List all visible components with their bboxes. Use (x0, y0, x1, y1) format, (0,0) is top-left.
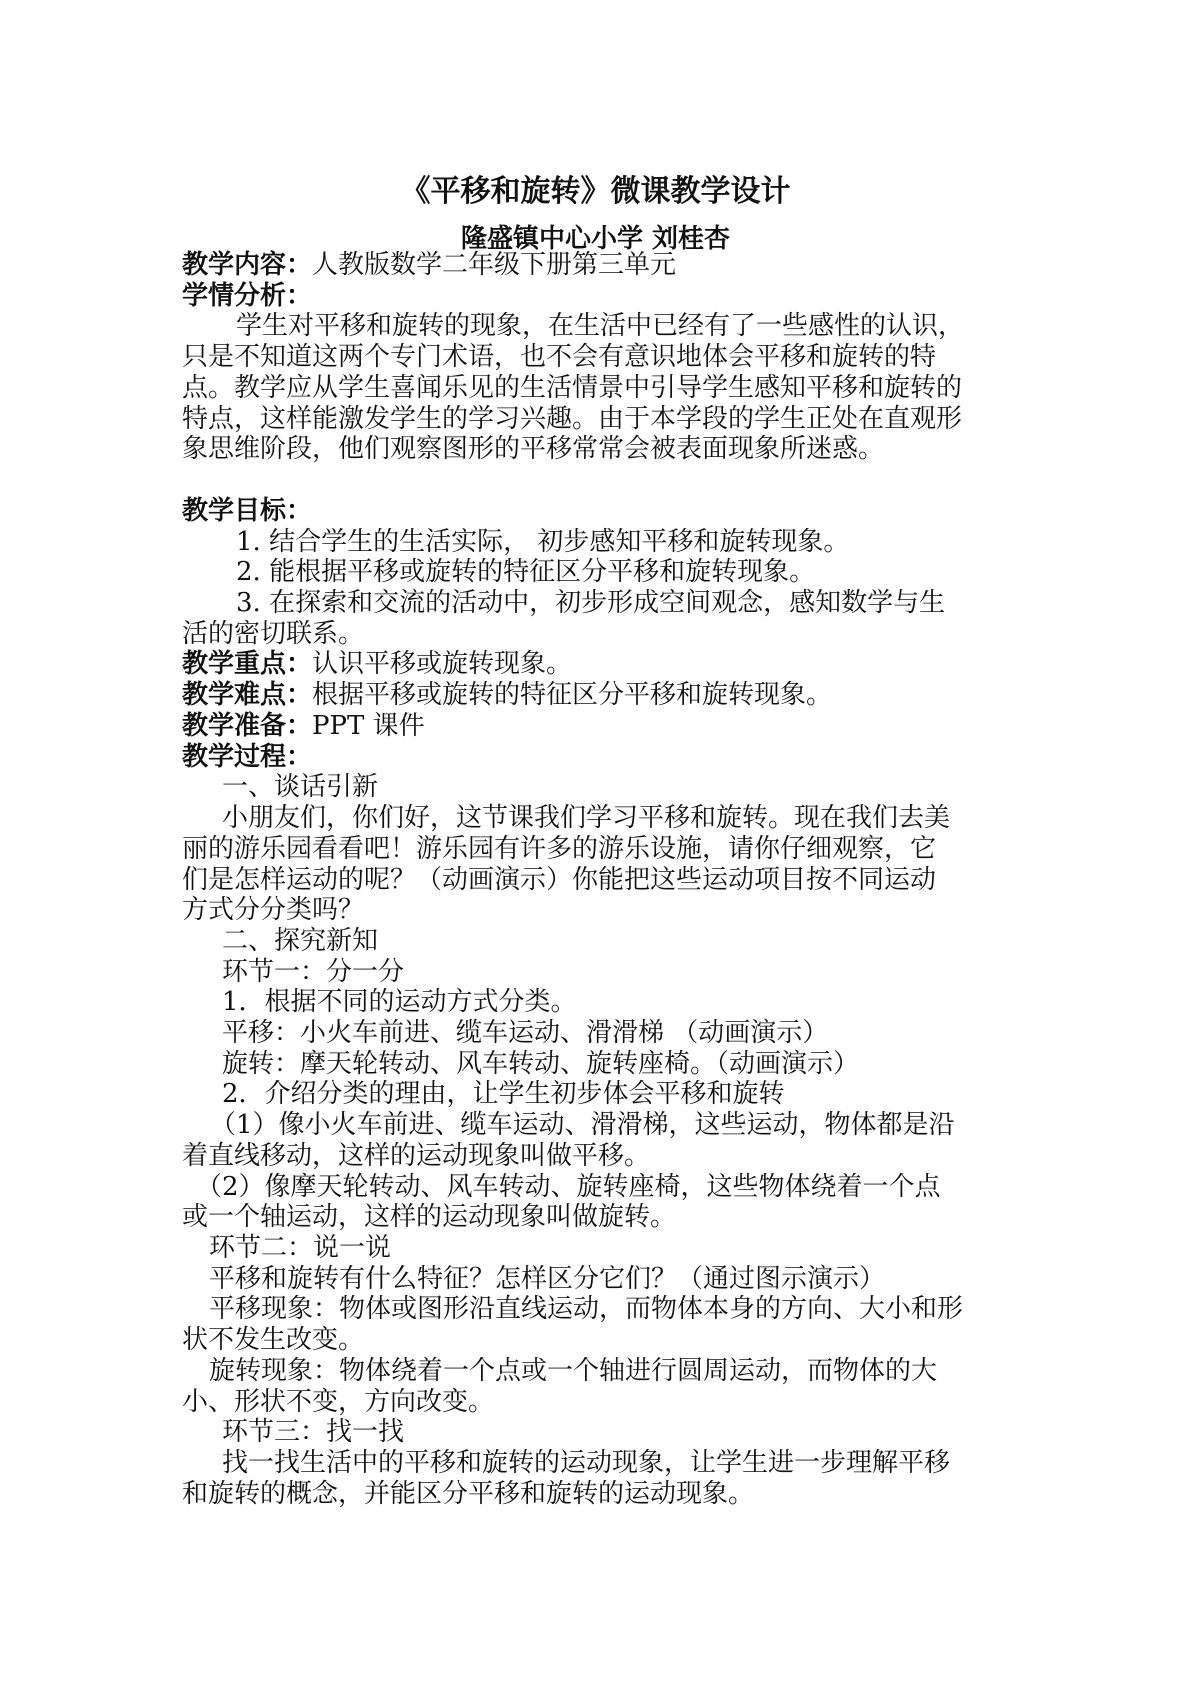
difficulty-label: 教学难点： (182, 680, 313, 710)
teaching-content-label: 教学内容： (182, 250, 313, 280)
author-line: 隆盛镇中心小学 刘桂杏 (460, 224, 731, 254)
difficulty-row (182, 680, 832, 710)
process-line: 或一个轴运动，这样的运动现象叫做旋转。 (182, 1202, 677, 1232)
process-line: 丽的游乐园看看吧！游乐园有许多的游乐设施，请你仔细观察，它 (182, 834, 937, 864)
process-line: 平移和旋转有什么特征？怎样区分它们？（通过图示演示） (209, 1264, 886, 1294)
process-line: 找一找生活中的平移和旋转的运动现象，让学生进一步理解平移 (222, 1448, 951, 1478)
teaching-content-row (182, 250, 676, 280)
analysis-line: 点。教学应从学生喜闻乐见的生活情景中引导学生感知平移和旋转的 (182, 373, 963, 403)
process-line: 旋转：摩天轮转动、风车转动、旋转座椅。（动画演示） (222, 1049, 860, 1079)
process-line: 状不发生改变。 (182, 1325, 365, 1355)
preparation-row (182, 711, 425, 741)
process-heading: 二、探究新知 (222, 926, 379, 956)
process-line: （2）像摩天轮转动、风车转动、旋转座椅，这些物体绕着一个点 (196, 1172, 941, 1202)
goal-item: 3. 在探索和交流的活动中，初步形成空间观念，感知数学与生 (236, 588, 946, 618)
goals-label: 教学目标： (182, 496, 313, 526)
process-line: 2．介绍分类的理由，让学生初步体会平移和旋转 (222, 1079, 785, 1109)
document-title: 《平移和旋转》微课教学设计 (400, 174, 791, 209)
difficulty-value: 根据平移或旋转的特征区分平移和旋转现象。 (312, 680, 833, 710)
analysis-label: 学情分析： (182, 281, 313, 311)
process-line: 小朋友们，你们好，这节课我们学习平移和旋转。现在我们去美 (222, 803, 951, 833)
process-line: 旋转现象：物体绕着一个点或一个轴进行圆周运动，而物体的大 (209, 1356, 938, 1386)
process-subheading: 环节一：分一分 (222, 957, 405, 987)
goal-item: 2. 能根据平移或旋转的特征区分平移和旋转现象。 (236, 557, 816, 587)
goal-item: 活的密切联系。 (182, 619, 365, 649)
process-line: 平移：小火车前进、缆车运动、滑滑梯 （动画演示） (222, 1018, 829, 1048)
process-line: 和旋转的概念，并能区分平移和旋转的运动现象。 (182, 1479, 755, 1509)
process-subheading: 环节二：说一说 (209, 1233, 392, 1263)
process-line: 们是怎样运动的呢？（动画演示）你能把这些运动项目按不同运动 (182, 865, 937, 895)
preparation-value: PPT 课件 (312, 711, 425, 741)
process-label: 教学过程： (182, 742, 313, 772)
process-line: 小、形状不变，方向改变。 (182, 1387, 495, 1417)
key-point-row (182, 649, 572, 679)
key-point-value: 认识平移或旋转现象。 (312, 649, 573, 679)
analysis-line: 象思维阶段，他们观察图形的平移常常会被表面现象所迷惑。 (182, 434, 885, 464)
analysis-line: 只是不知道这两个专门术语，也不会有意识地体会平移和旋转的特 (182, 342, 937, 372)
preparation-label: 教学准备： (182, 711, 313, 741)
process-line: （1）像小火车前进、缆车运动、滑滑梯，这些运动，物体都是沿 (210, 1110, 955, 1140)
process-line: 方式分分类吗？ (182, 895, 365, 925)
process-line: 1．根据不同的运动方式分类。 (222, 987, 577, 1017)
analysis-line: 特点，这样能激发学生的学习兴趣。由于本学段的学生正处在直观形 (182, 404, 963, 434)
teaching-content-value: 人教版数学二年级下册第三单元 (312, 250, 677, 280)
process-line: 着直线移动，这样的运动现象叫做平移。 (182, 1141, 651, 1171)
process-subheading: 环节三：找一找 (222, 1417, 405, 1447)
process-heading: 一、谈话引新 (222, 772, 379, 802)
key-point-label: 教学重点： (182, 649, 313, 679)
process-line: 平移现象：物体或图形沿直线运动，而物体本身的方向、大小和形 (209, 1294, 964, 1324)
goal-item: 1. 结合学生的生活实际， 初步感知平移和旋转现象。 (236, 527, 850, 557)
analysis-line: 学生对平移和旋转的现象，在生活中已经有了一些感性的认识， (236, 311, 965, 341)
